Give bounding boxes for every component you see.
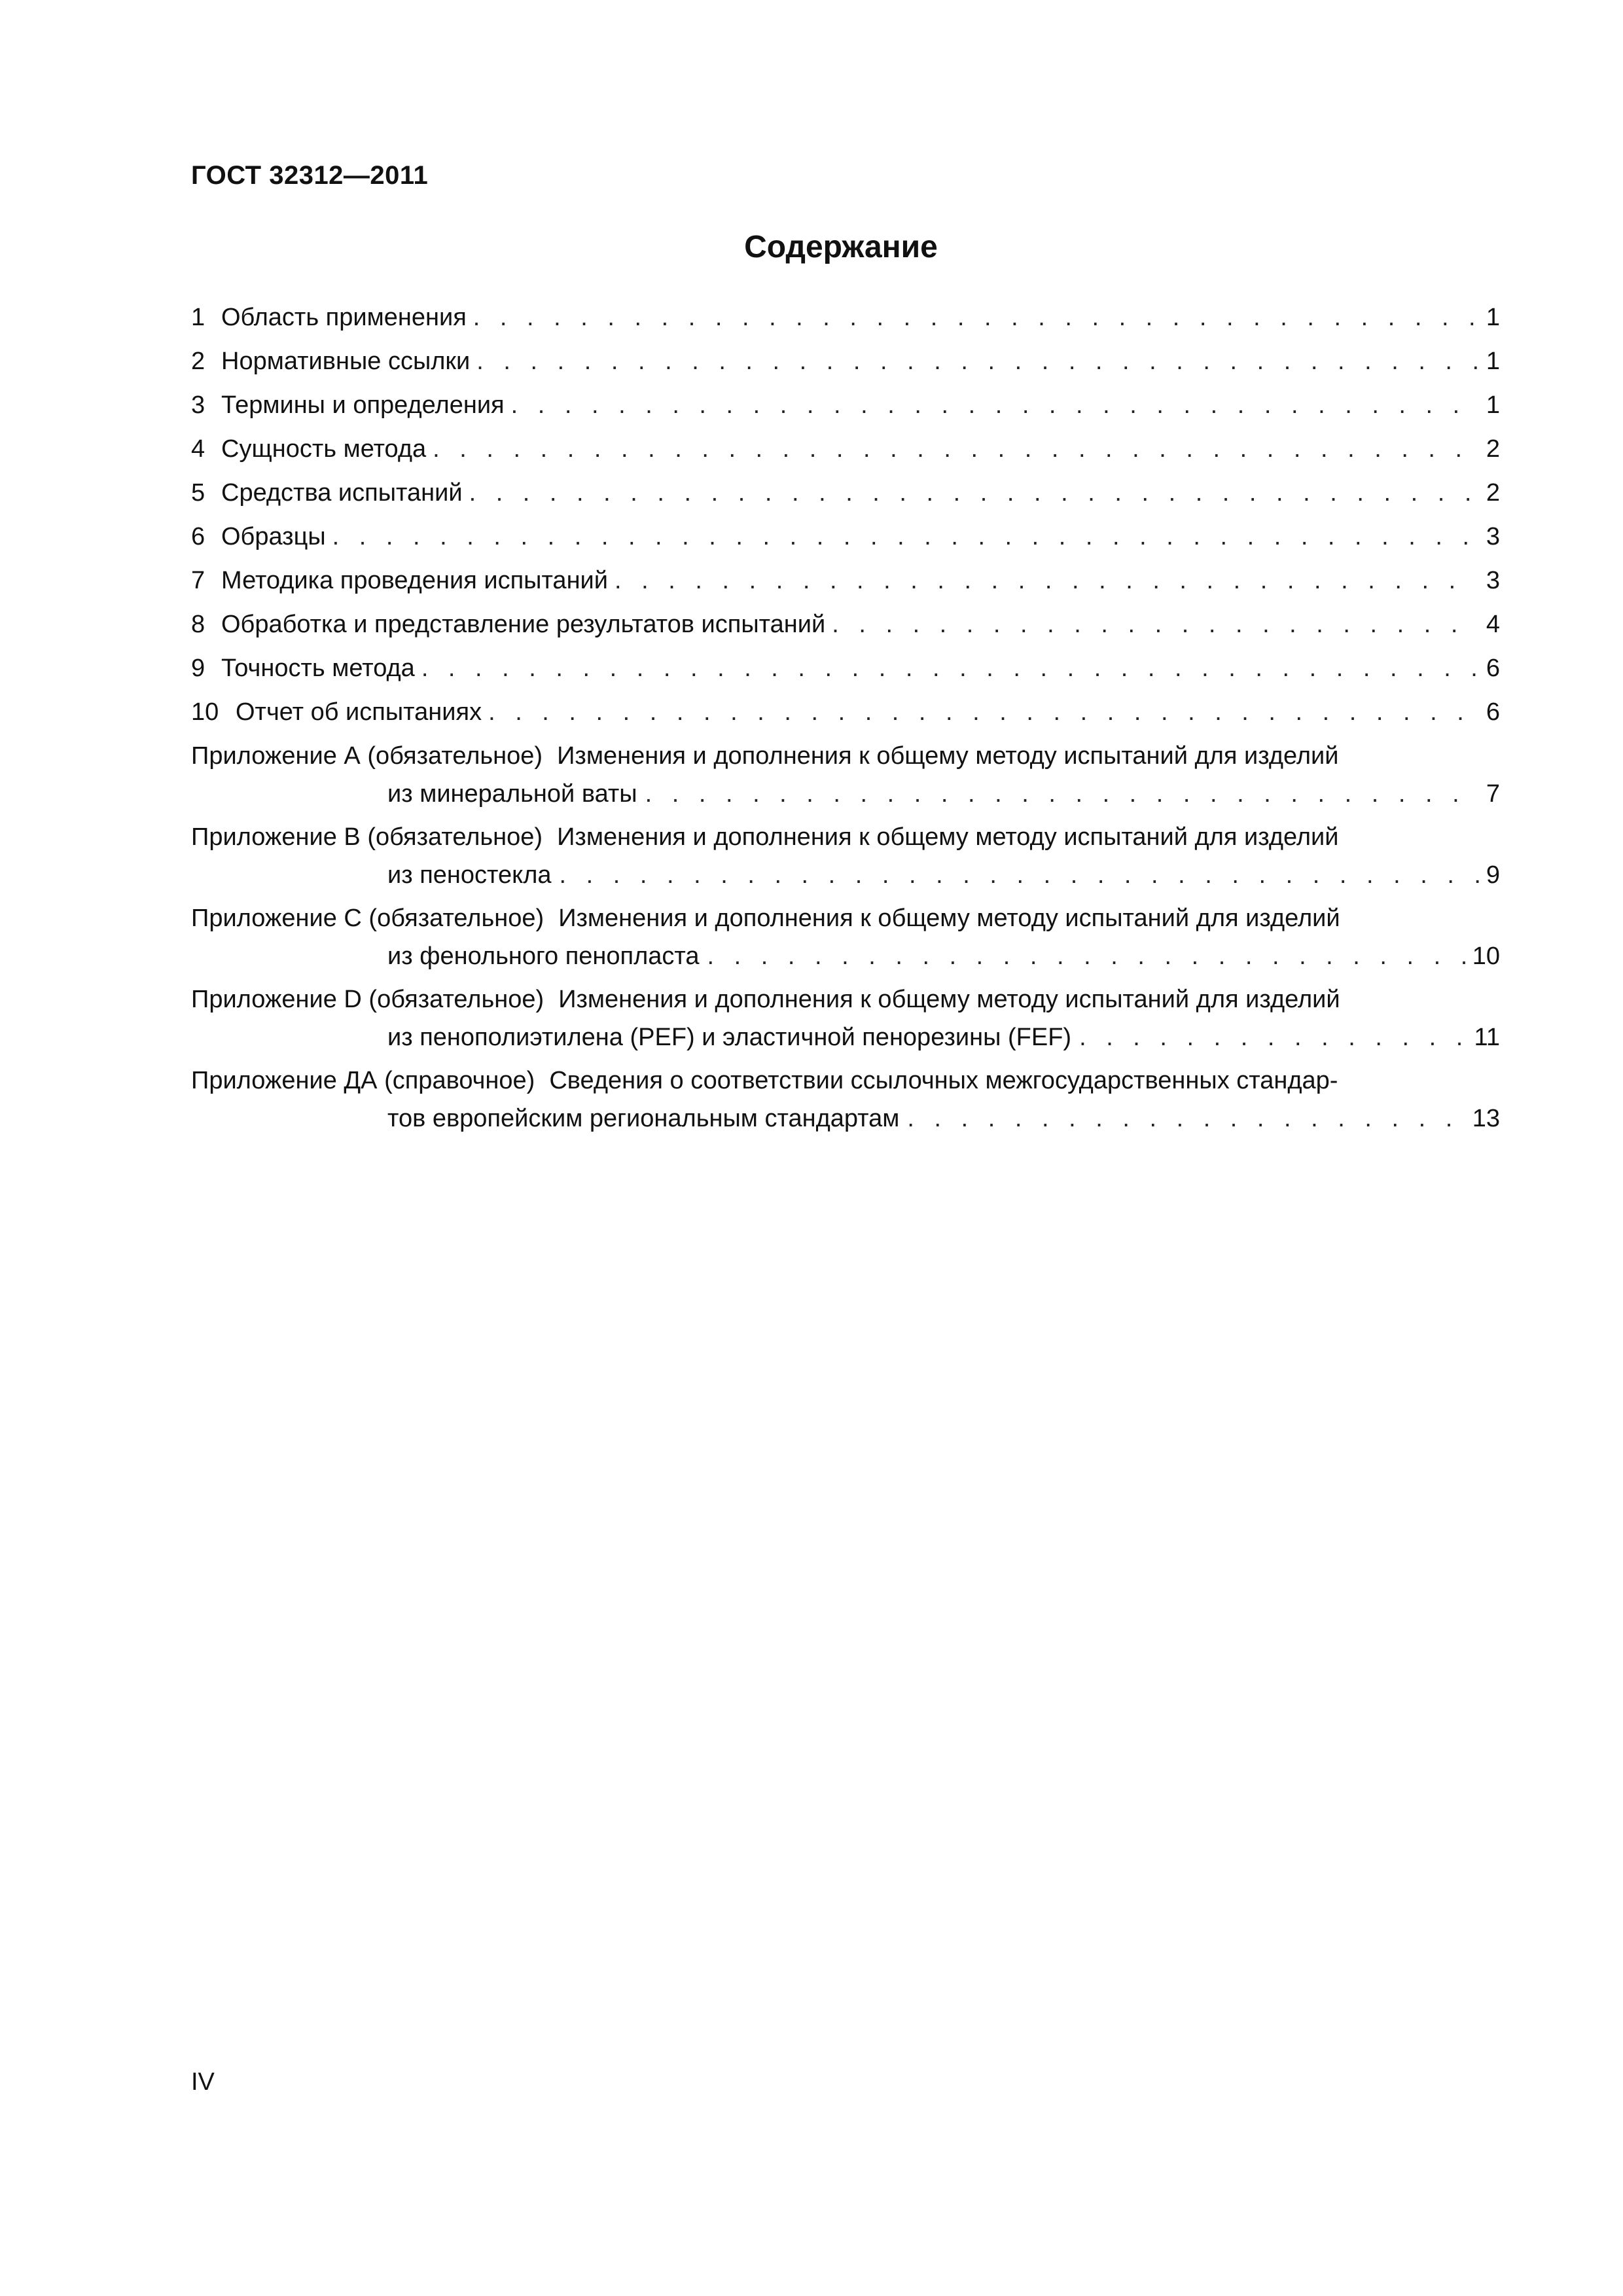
toc-entry[interactable] — [191, 471, 1500, 515]
toc-entry[interactable] — [191, 296, 1500, 340]
dot-leader — [421, 647, 1478, 691]
toc-entry[interactable] — [191, 427, 1500, 471]
toc-entry-page: 2 — [1486, 435, 1500, 463]
appendix-page: 11 — [1474, 1024, 1500, 1051]
toc-entry-number: 1 — [191, 304, 205, 331]
toc-entry[interactable] — [191, 603, 1500, 647]
appendix-title-line2: из минеральной ваты — [387, 780, 637, 808]
appendix-title-line1: Изменения и дополнения к общему методу испытаний для изделий — [557, 823, 1339, 851]
toc-entry[interactable] — [191, 340, 1500, 384]
toc-entry-page: 6 — [1486, 698, 1500, 726]
appendix-label: Приложение В (обязательное) — [191, 823, 543, 851]
dot-leader — [433, 427, 1478, 471]
dot-leader — [707, 937, 1466, 975]
appendix-page: 13 — [1472, 1105, 1500, 1132]
appendix-title-line1: Изменения и дополнения к общему методу испытаний для изделий — [558, 986, 1340, 1013]
toc-entry[interactable] — [191, 515, 1500, 559]
dot-leader — [560, 856, 1480, 894]
dot-leader — [511, 384, 1478, 427]
toc-entry-number: 5 — [191, 479, 205, 507]
appendix-label: Приложение ДА (справочное) — [191, 1067, 535, 1094]
toc-entry-page: 1 — [1486, 348, 1500, 375]
appendix-title-line2: из фенольного пенопласта — [387, 942, 700, 970]
dot-leader — [615, 559, 1478, 603]
toc-entry-number: 2 — [191, 348, 205, 375]
dot-leader — [645, 775, 1480, 813]
appendix-title-line2: из пенополиэтилена (PEF) и эластичной пенорезины (FEF) — [387, 1024, 1072, 1051]
appendix-label: Приложение D (обязательное) — [191, 986, 544, 1013]
toc-entry-title: Обработка и представление результатов испытаний — [221, 611, 826, 638]
toc-entry-page: 4 — [1486, 611, 1500, 638]
toc-entry-number: 8 — [191, 611, 205, 638]
toc-entry-title: Область применения — [221, 304, 467, 331]
dot-leader — [332, 515, 1478, 559]
toc-entry-number: 4 — [191, 435, 205, 463]
appendix-page: 7 — [1486, 780, 1500, 808]
toc-entry-title: Методика проведения испытаний — [221, 567, 609, 594]
appendix-title-line1: Изменения и дополнения к общему методу испытаний для изделий — [557, 742, 1339, 770]
dot-leader — [1079, 1018, 1467, 1056]
toc-entry[interactable] — [191, 559, 1500, 603]
toc-entry-page: 3 — [1486, 567, 1500, 594]
toc-title: Содержание — [744, 230, 938, 264]
toc-entry-title: Сущность метода — [221, 435, 427, 463]
toc-entry-page: 1 — [1486, 391, 1500, 419]
appendix-page: 9 — [1486, 861, 1500, 889]
toc-entry-page: 3 — [1486, 523, 1500, 550]
appendix-label: Приложение С (обязательное) — [191, 905, 544, 932]
document-code-header: ГОСТ 32312—2011 — [191, 161, 429, 190]
dot-leader — [473, 296, 1478, 340]
appendix-label: Приложение А (обязательное) — [191, 742, 543, 770]
toc-appendix-entry[interactable] — [191, 980, 1500, 1056]
toc-entry[interactable] — [191, 384, 1500, 427]
toc-entry-title: Средства испытаний — [221, 479, 463, 507]
table-of-contents — [191, 296, 1500, 1143]
toc-entry-title: Термины и определения — [221, 391, 505, 419]
toc-appendix-entry[interactable] — [191, 899, 1500, 975]
appendix-title-line2: из пеностекла — [387, 861, 552, 889]
dot-leader — [469, 471, 1478, 515]
dot-leader — [907, 1100, 1465, 1138]
appendix-title-line2: тов европейским региональным стандартам — [387, 1105, 900, 1132]
appendix-page: 10 — [1472, 942, 1500, 970]
page-folio: IV — [191, 2068, 215, 2096]
toc-entry-number: 9 — [191, 655, 205, 682]
toc-entry-number: 3 — [191, 391, 205, 419]
toc-entry-page: 1 — [1486, 304, 1500, 331]
toc-entry-page: 6 — [1486, 655, 1500, 682]
toc-entry[interactable] — [191, 691, 1500, 734]
toc-appendix-entry[interactable] — [191, 818, 1500, 894]
toc-entry-title: Отчет об испытаниях — [236, 698, 482, 726]
toc-entry-number: 10 — [191, 698, 219, 726]
toc-entry-number: 7 — [191, 567, 205, 594]
dot-leader — [476, 340, 1478, 384]
toc-entry-title: Точность метода — [221, 655, 415, 682]
appendix-title-line1: Изменения и дополнения к общему методу испытаний для изделий — [558, 905, 1340, 932]
toc-entry-number: 6 — [191, 523, 205, 550]
toc-entry-title: Нормативные ссылки — [221, 348, 471, 375]
dot-leader — [832, 603, 1478, 647]
toc-appendix-entry[interactable] — [191, 737, 1500, 813]
toc-entry[interactable] — [191, 647, 1500, 691]
toc-entry-page: 2 — [1486, 479, 1500, 507]
toc-entry-title: Образцы — [221, 523, 326, 550]
appendix-title-line1: Сведения о соответствии ссылочных межгосударственных стандар- — [549, 1067, 1338, 1094]
toc-appendix-entry[interactable] — [191, 1062, 1500, 1138]
dot-leader — [488, 691, 1478, 734]
